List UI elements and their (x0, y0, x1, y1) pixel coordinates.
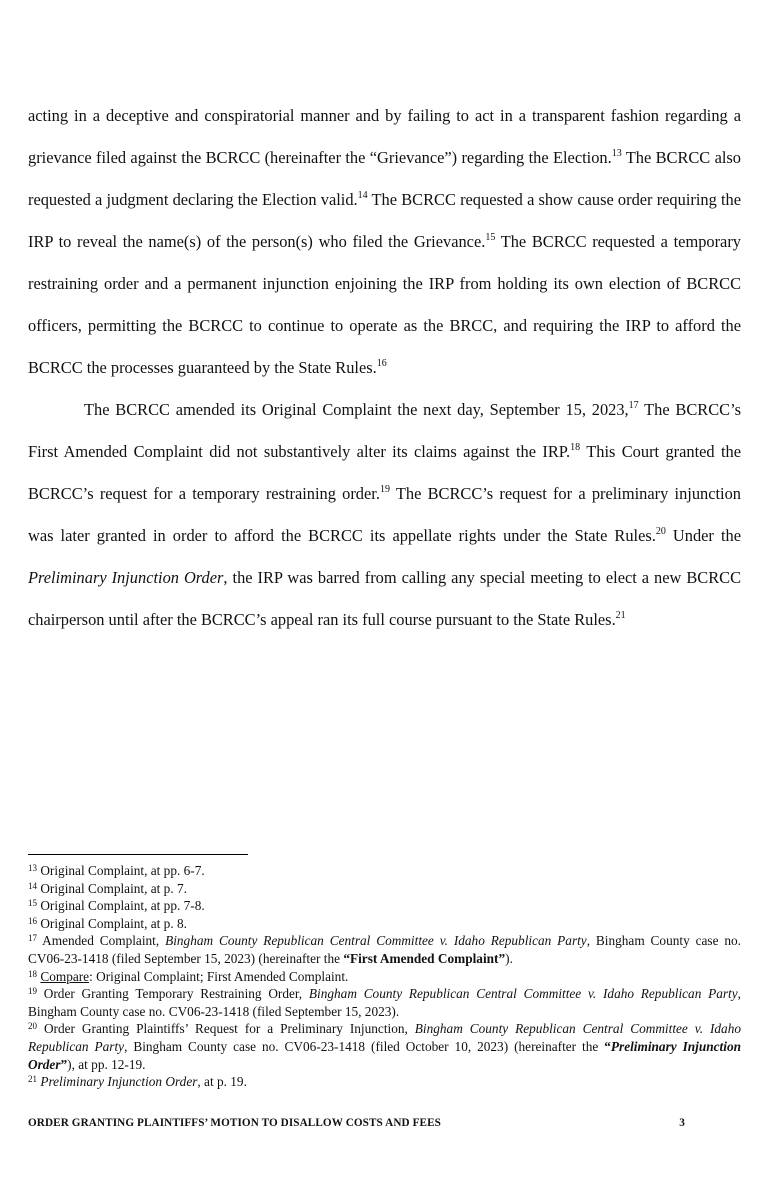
footnote-text: Original Complaint, at p. 8. (37, 915, 187, 931)
footnote-number: 17 (28, 933, 37, 944)
footnote-17 (28, 932, 741, 967)
footnote-text: Original Complaint, at p. 7. (37, 880, 187, 896)
quote-mark: ” (60, 1056, 68, 1072)
footnote-ref-16[interactable]: 16 (376, 358, 387, 369)
footnote-text: : Original Complaint; First Amended Complaint. (89, 968, 349, 984)
text: , the IRP was barred from calling any special meeting to elect a new BCRCC chairperson until after the BCRCC’s appeal ran its full course pursuant to the State Rules. (28, 568, 742, 629)
text: The BCRCC requested a show cause order requiring the IRP to reveal the name(s) of the person(s) who filed the Grievance. (28, 190, 741, 251)
footnote-19 (28, 985, 741, 1020)
footnote-ref-14[interactable]: 14 (357, 190, 368, 201)
footnote-ref-19[interactable]: 19 (379, 484, 390, 495)
footnote-text: Order Granting Plaintiffs’ Request for a Preliminary Injunction, (37, 1021, 415, 1037)
footnotes (28, 862, 741, 1091)
text: The BCRCC amended its Original Complaint the next day, September 15, 2023, (84, 400, 629, 419)
italic-text: Preliminary Injunction Order (28, 568, 224, 587)
text: acting in a deceptive and conspiratorial manner and by failing to act in a transparent fashion regarding a grievance filed against the BCRCC (hereinafter the “Grievance”) regarding the Election. (28, 106, 741, 167)
footnote-number: 16 (28, 915, 37, 926)
text: The BCRCC’s request for a preliminary injunction was later granted in order to afford the BCRCC its appellate rights under the State Rules. (28, 484, 741, 545)
case-name: Bingham County Republican Central Committee v. Idaho Republican Party (165, 933, 587, 949)
footnote-text: Order Granting Temporary Restraining Order, (37, 986, 309, 1002)
footer-title: ORDER GRANTING PLAINTIFFS’ MOTION TO DISALLOW COSTS AND FEES (28, 1117, 441, 1129)
footnote-text: , Bingham County case no. CV06-23-1418 (filed September 15, 2023). (28, 986, 741, 1019)
text: This Court granted the BCRCC’s request for a temporary restraining order. (28, 442, 742, 503)
footnote-text: Original Complaint, at pp. 6-7. (37, 863, 205, 878)
footnote-13 (28, 862, 741, 880)
text: The BCRCC’s First Amended Complaint did not substantively alter its claims against the IRP. (28, 400, 742, 461)
footnote-ref-15[interactable]: 15 (485, 232, 496, 243)
footnote-number: 14 (28, 880, 37, 891)
footnote-16 (28, 915, 741, 933)
footnote-ref-21[interactable]: 21 (615, 610, 626, 621)
footnote-text: Amended Complaint, (37, 933, 166, 949)
footnote-text: Original Complaint, at pp. 7-8. (37, 898, 205, 914)
footnote-text: , Bingham County case no. CV06-23-1418 (filed October 10, 2023) (hereinafter the (124, 1038, 605, 1054)
footnote-text: ), at pp. 12-19. (67, 1056, 146, 1072)
page-number: 3 (679, 1117, 685, 1129)
paragraph-2 (28, 389, 741, 641)
signal-compare: Compare (40, 968, 90, 984)
footnote-number: 20 (28, 1021, 37, 1032)
body-text (28, 95, 741, 641)
footnote-ref-20[interactable]: 20 (655, 526, 666, 537)
footnote-number: 13 (28, 863, 37, 873)
case-name: Bingham County Republican Central Committee v. Idaho Republican Party (28, 1021, 741, 1054)
footnote-21 (28, 1073, 741, 1091)
paragraph-1 (28, 95, 741, 389)
case-name: Bingham County Republican Central Committee v. Idaho Republican Party (308, 986, 738, 1002)
footnote-15 (28, 897, 741, 915)
defined-term: “First Amended Complaint” (343, 950, 506, 966)
footnote-text: ). (505, 950, 513, 966)
footnote-number: 21 (28, 1074, 37, 1085)
short-cite: Preliminary Injunction Order (37, 1074, 198, 1090)
defined-term: Preliminary Injunction Order (28, 1038, 741, 1072)
quote-mark: “ (604, 1038, 611, 1054)
footnote-text: , Bingham County case no. CV06-23-1418 (filed September 15, 2023) (hereinafter the (28, 933, 741, 966)
footnote-14 (28, 880, 741, 898)
footnote-20 (28, 1020, 741, 1073)
footnote-text: , at p. 19. (197, 1074, 247, 1090)
footnote-divider (28, 854, 248, 855)
text: Under the (665, 526, 741, 545)
footnote-number: 15 (28, 898, 37, 909)
footnote-18 (28, 968, 741, 986)
text: The BCRCC requested a temporary restraining order and a permanent injunction enjoining the IRP from holding its own election of BCRCC officers, permitting the BCRCC to continue to operate as the BRCC, and requiring the IRP to afford the BCRCC the processes guaranteed by the State Rules. (28, 232, 741, 377)
footnote-number: 18 (28, 968, 37, 979)
footnote-ref-13[interactable]: 13 (611, 148, 622, 159)
footnote-ref-18[interactable]: 18 (570, 442, 581, 453)
page-footer (28, 1117, 685, 1129)
footnote-ref-17[interactable]: 17 (628, 400, 639, 411)
text: The BCRCC also requested a judgment declaring the Election valid. (28, 148, 741, 209)
footnote-number: 19 (28, 986, 37, 997)
